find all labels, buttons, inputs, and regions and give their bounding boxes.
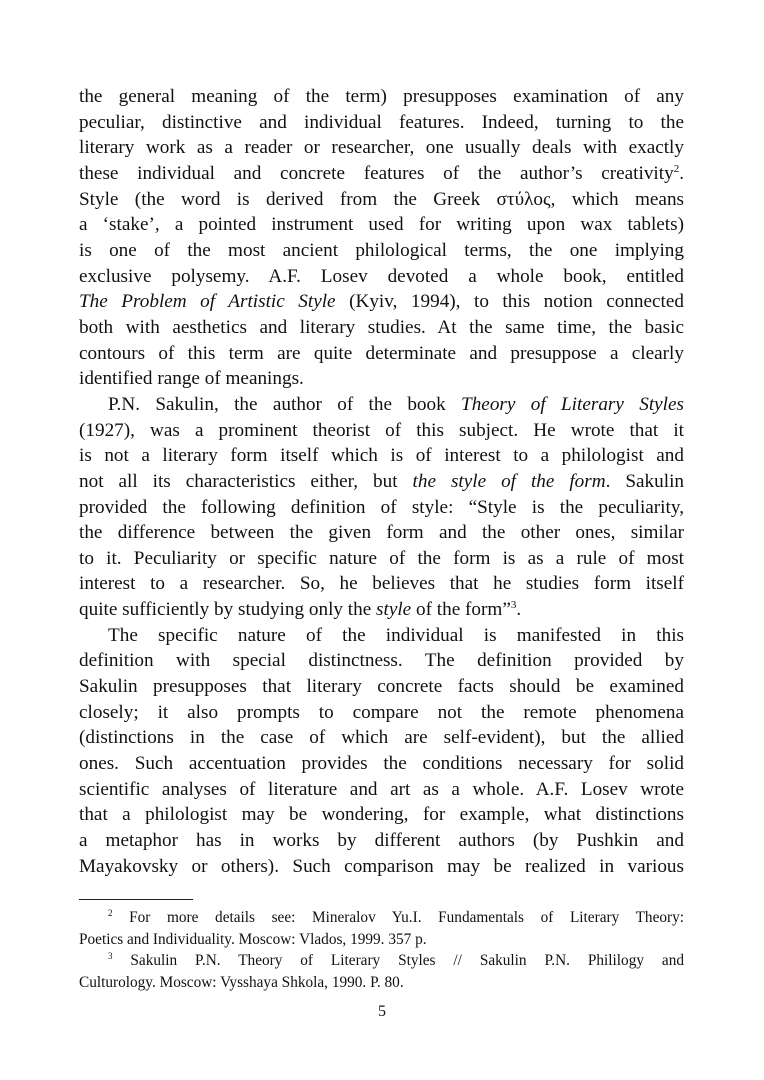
text-line — [79, 802, 684, 828]
text-run: these individual and concrete features of the author’s creativity — [79, 162, 674, 184]
footnote-line — [79, 972, 684, 994]
text-line — [79, 289, 684, 315]
text-run: Mayakovsky or others). Such comparison may be realized in various — [79, 855, 684, 877]
text-run: that a philologist may be wondering, for example, what distinctions — [79, 804, 684, 826]
text-run: to it. Peculiarity or specific nature of the form is as a rule of most — [79, 547, 684, 569]
text-run: is not a literary form itself which is of interest to a philologist and — [79, 445, 684, 467]
text-line — [79, 777, 684, 803]
text-run: provided the following definition of style: “Style is the peculiarity, — [79, 496, 684, 518]
text-line — [79, 854, 684, 880]
text-run: (1927), was a prominent theorist of this subject. He wrote that it — [79, 419, 684, 441]
text-run: (Kyiv, 1994), to this notion connected — [335, 291, 684, 313]
text-line — [79, 495, 684, 521]
footnote-line — [79, 929, 684, 951]
text-run: Sakulin P.N. Theory of Literary Styles // Sakulin P.N. Phililogy and — [112, 952, 684, 969]
text-line — [79, 828, 684, 854]
text-line — [79, 84, 684, 110]
text-line — [79, 546, 684, 572]
text-run: Poetics and Individuality. Moscow: Vlados, 1999. 357 p. — [79, 930, 427, 948]
text-run: a ‘stake’, a pointed instrument used for writing upon wax tablets) — [79, 214, 684, 236]
italic-text: Theory of Literary Styles — [461, 393, 684, 415]
text-run: peculiar, distinctive and individual features. Indeed, turning to the — [79, 111, 684, 133]
text-run: identified range of meanings. — [79, 368, 304, 390]
text-line — [79, 751, 684, 777]
text-run: (distinctions in the case of which are self-evident), but the allied — [79, 727, 684, 749]
text-line — [79, 597, 684, 623]
text-run: . — [516, 599, 522, 621]
text-run: scientific analyses of literature and art as a whole. A.F. Losev wrote — [79, 778, 684, 800]
text-line — [79, 264, 684, 290]
italic-text: the style of the form — [412, 470, 606, 492]
text-run: The specific nature of the individual is manifested in this — [108, 624, 684, 646]
text-line — [79, 238, 684, 264]
text-line — [79, 674, 684, 700]
footnotes — [79, 907, 684, 993]
text-run: ones. Such accentuation provides the conditions necessary for solid — [79, 753, 684, 775]
text-run: definition with special distinctness. The definition provided by — [79, 650, 684, 672]
text-run: the general meaning of the term) presupposes examination of any — [79, 86, 684, 107]
footnote-line — [79, 950, 684, 972]
text-line — [79, 341, 684, 367]
text-run: a metaphor has in works by different authors (by Pushkin and — [79, 830, 684, 852]
text-run: contours of this term are quite determinate and presuppose a clearly — [79, 342, 684, 364]
footnote-line — [79, 907, 684, 929]
text-line — [79, 135, 684, 161]
text-line — [79, 469, 684, 495]
text-run: not all its characteristics either, but — [79, 470, 413, 492]
text-run: interest to a researcher. So, he believes that he studies form itself — [79, 573, 684, 595]
body-text — [79, 84, 684, 879]
text-line — [79, 443, 684, 469]
text-run: is one of the most ancient philological terms, the one implying — [79, 239, 684, 261]
footnote-ref: 2 — [673, 162, 680, 175]
footnote-ref: 3 — [510, 599, 517, 612]
text-line — [79, 392, 684, 418]
text-line — [79, 700, 684, 726]
text-line — [79, 648, 684, 674]
text-run: of the form” — [411, 599, 511, 621]
text-run: For more details see: Mineralov Yu.I. Fundamentals of Literary Theory: — [112, 909, 684, 926]
text-line — [79, 418, 684, 444]
text-line — [79, 725, 684, 751]
text-run: quite sufficiently by studying only the — [79, 599, 377, 621]
text-run: both with aesthetics and literary studies. At the same time, the basic — [79, 316, 684, 338]
text-line — [79, 520, 684, 546]
text-line — [79, 187, 684, 213]
text-run: Sakulin presupposes that literary concrete facts should be examined — [79, 676, 684, 698]
text-line — [79, 623, 684, 649]
text-run: P.N. Sakulin, the author of the book — [108, 393, 462, 415]
footnote-ref: 2 — [108, 908, 113, 918]
text-line — [79, 161, 684, 187]
text-run: . Sakulin — [605, 470, 684, 492]
text-run: . — [679, 162, 684, 184]
text-run: Style (the word is derived from the Greek στύλος, which means — [79, 188, 684, 210]
text-run: the difference between the given form and the other ones, similar — [79, 522, 684, 544]
text-line — [79, 212, 684, 238]
text-line — [79, 571, 684, 597]
text-run: literary work as a reader or researcher, one usually deals with exactly — [79, 137, 684, 159]
text-line — [79, 366, 684, 392]
italic-text: style — [376, 599, 412, 621]
page-number: 5 — [378, 1003, 386, 1020]
text-line — [79, 315, 684, 341]
text-run: exclusive polysemy. A.F. Losev devoted a whole book, entitled — [79, 265, 684, 287]
text-line — [79, 110, 684, 136]
text-run: Culturology. Moscow: Vysshaya Shkola, 1990. P. 80. — [79, 973, 404, 991]
footnote-ref: 3 — [108, 951, 113, 961]
text-run: closely; it also prompts to compare not the remote phenomena — [79, 701, 684, 723]
italic-text: The Problem of Artistic Style — [79, 291, 336, 313]
footnote-separator — [79, 899, 193, 900]
